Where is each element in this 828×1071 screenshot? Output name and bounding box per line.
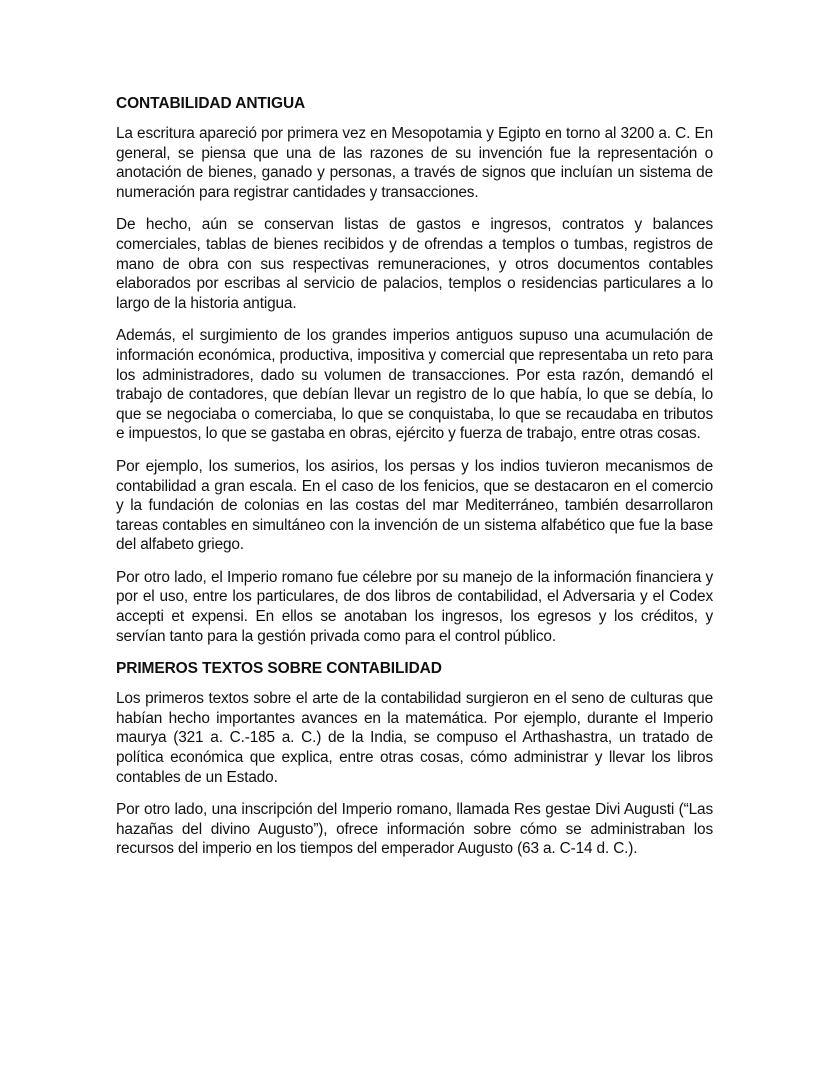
paragraph: Por ejemplo, los sumerios, los asirios, los persas y los indios tuvieron mecanismos de contabilidad a gran escala. En el caso de los fenicios, que se destacaron en el comercio y la fundación de colonias en las costas del mar Mediterráneo, también desarrollaron tareas contables en simultáneo con la invención de un sistema alfabético que fue la base del alfabeto griego.: [116, 457, 713, 554]
section-heading-contabilidad-antigua: CONTABILIDAD ANTIGUA: [116, 95, 306, 112]
paragraph: De hecho, aún se conservan listas de gastos e ingresos, contratos y balances comerciales, tablas de bienes recibidos y de ofrendas a templos o tumbas, registros de mano de obra con sus respectivas remuneraciones, y otros documentos contables elaborados por escribas al servicio de palacios, templos o residencias particulares a lo largo de la historia antigua.: [116, 216, 713, 312]
paragraph: Además, el surgimiento de los grandes imperios antiguos supuso una acumulación de información económica, productiva, impositiva y comercial que representaba un reto para los administradores, dado su volumen de transacciones. Por esta razón, demandó el trabajo de contadores, que debían llevar un registro de lo que había, lo que se debía, lo que se negociaba o comerciaba, lo que se conquistaba, lo que se recaudaba en tributos e impuestos, lo que se gastaba en obras, ejército y fuerza de trabajo, entre otras cosas.: [116, 327, 713, 443]
paragraph: Por otro lado, el Imperio romano fue célebre por su manejo de la información financiera y por el uso, entre los particulares, de dos libros de contabilidad, el Adversaria y el Codex accepti et expensi. En ellos se anotaban los ingresos, los egresos y los créditos, y servían tanto para la gestión privada como para el control público.: [116, 568, 713, 645]
paragraph: Los primeros textos sobre el arte de la contabilidad surgieron en el seno de culturas que habían hecho importantes avances en la matemática. Por ejemplo, durante el Imperio maurya (321 a. C.-185 a. C.) de la India, se compuso el Arthashastra, un tratado de política económica que explica, entre otras cosas, cómo administrar y llevar los libros contables de un Estado.: [116, 690, 713, 786]
paragraph: La escritura apareció por primera vez en Mesopotamia y Egipto en torno al 3200 a. C. En general, se piensa que una de las razones de su invención fue la representación o anotación de bienes, ganado y personas, a través de signos que incluían un sistema de numeración para registrar cantidades y transacciones.: [116, 125, 713, 201]
section-heading-primeros-textos: PRIMEROS TEXTOS SOBRE CONTABILIDAD: [116, 660, 442, 678]
document-page: [116, 94, 713, 872]
paragraph: Por otro lado, una inscripción del Imperio romano, llamada Res gestae Divi Augusti (“Las hazañas del divino Augusto”), ofrece información sobre cómo se administraban los recursos del imperio en los tiempos del emperador Augusto (63 a. C-14 d. C.).: [116, 801, 713, 858]
